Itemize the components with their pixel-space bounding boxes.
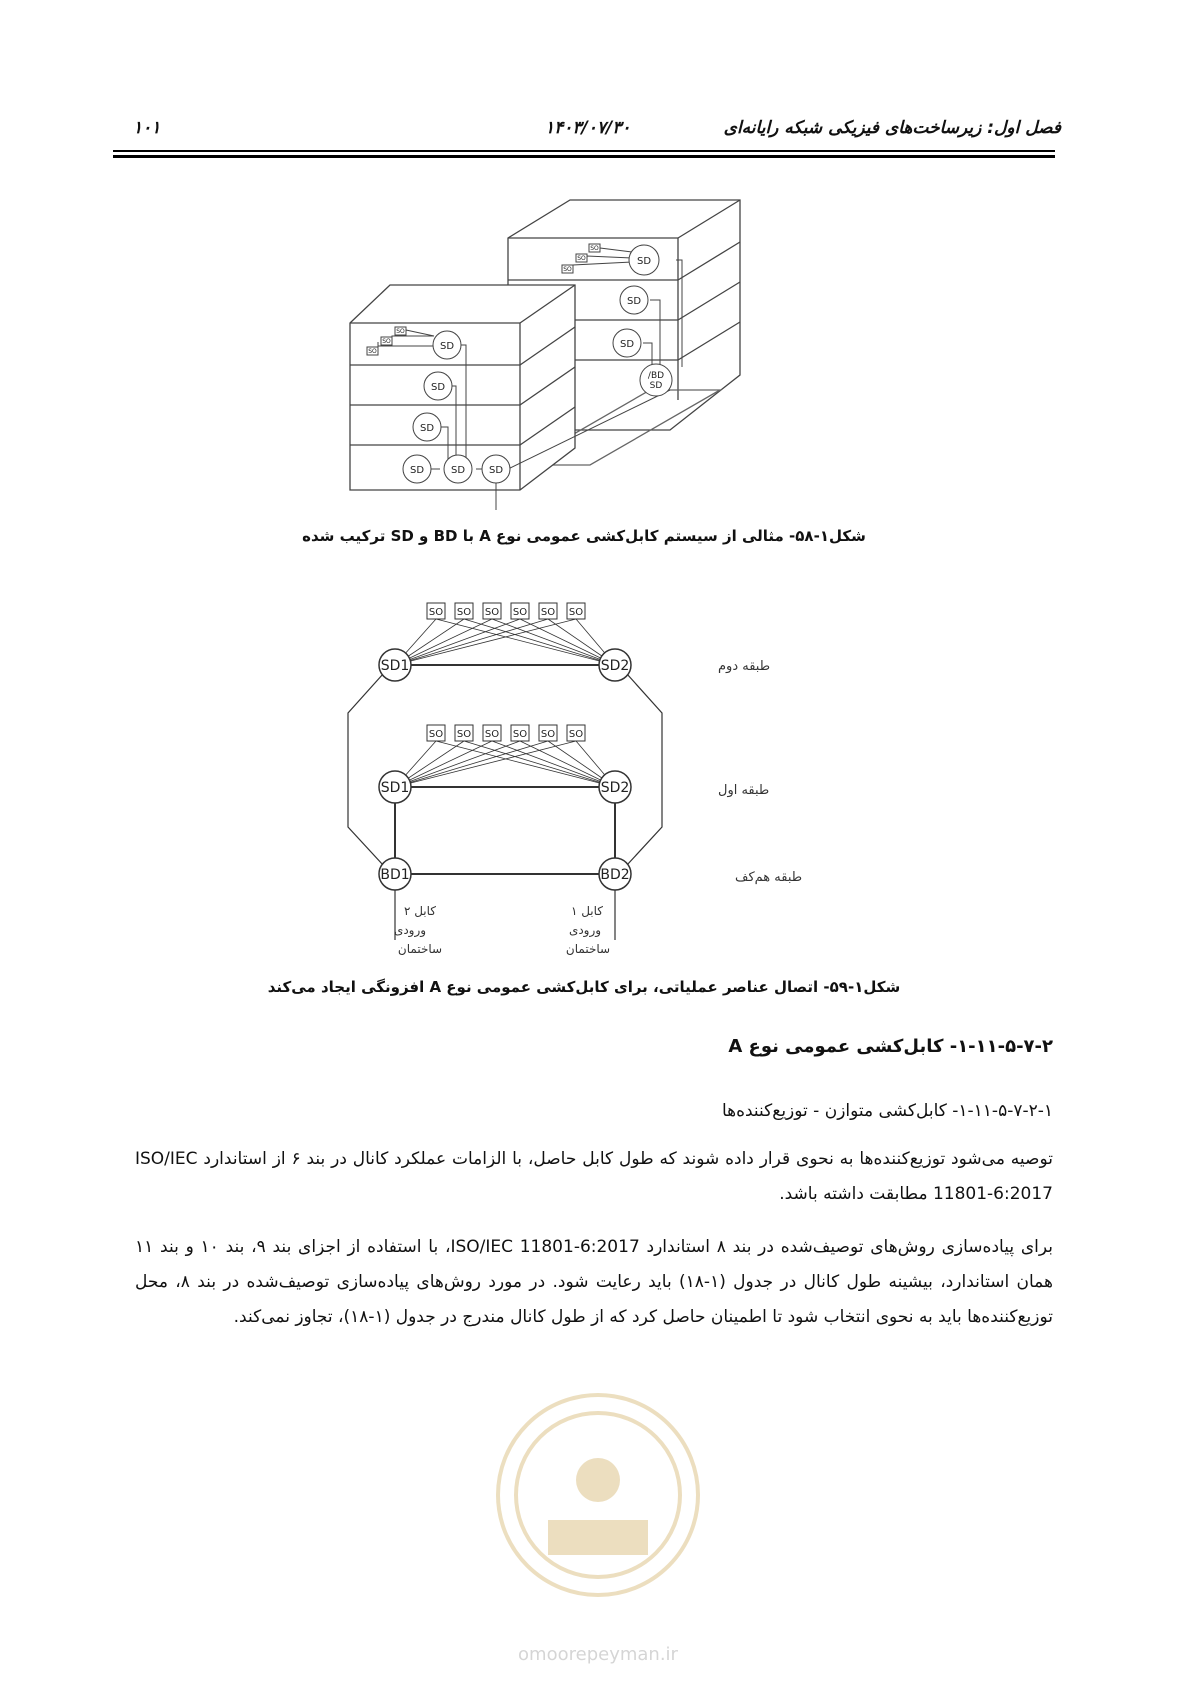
figure-59-diagram — [340, 595, 803, 965]
so-label: SO — [590, 245, 599, 252]
sd-label: SD — [430, 382, 446, 393]
cable2-line2: ورودی — [393, 923, 427, 937]
cable2-line1: کابل ۲ — [403, 904, 437, 918]
so-label: SO — [456, 607, 472, 618]
sd-label: SD — [450, 465, 466, 476]
watermark-logo — [478, 1365, 718, 1685]
so-label: SO — [484, 607, 500, 618]
so-label: SO — [568, 607, 584, 618]
sd1-floor2-label: SD1 — [380, 658, 410, 674]
so-label: SO — [382, 338, 391, 345]
sd-label: SD — [419, 423, 435, 434]
bd-sd-label-line2: SD — [649, 381, 663, 391]
so-label: SO — [568, 729, 584, 740]
paragraph-1: توصیه می‌شود توزیع‌کننده‌ها به نحوی قرار داده شوند که طول کابل حاصل، با الزامات عملکرد کانال در بند ۶ از استاندارد ISO/IEC 11801-6:2017 مطابقت داشته باشد. — [135, 1149, 1053, 1204]
bd2-label: BD2 — [600, 867, 630, 883]
page-number: ۱۰۱ — [133, 118, 161, 138]
cable1-line1: کابل ۱ — [570, 904, 604, 918]
sd-label: SD — [619, 339, 635, 350]
running-header-date: ۱۴۰۳/۰۷/۳۰ — [545, 118, 631, 138]
figure-58-diagram — [340, 190, 740, 510]
floor1-label: طبقه اول — [718, 783, 770, 798]
floor2-label: طبقه دوم — [718, 659, 771, 674]
figure-59-caption: شکل۱-۵۹- اتصال عناصر عملیاتی، برای کابل‌کشی عمومی نوع A افزونگی ایجاد می‌کند — [267, 978, 901, 996]
so-label: SO — [396, 328, 405, 335]
so-label: SO — [368, 348, 377, 355]
so-label: SO — [456, 729, 472, 740]
sd-label: SD — [439, 341, 455, 352]
header-rule-bottom — [113, 155, 1055, 158]
so-label: SO — [512, 607, 528, 618]
so-label: SO — [540, 607, 556, 618]
sd-label: SD — [409, 465, 425, 476]
so-label: SO — [540, 729, 556, 740]
sd-label: SD — [636, 256, 652, 267]
sd1-floor1-label: SD1 — [380, 780, 410, 796]
so-label: SO — [428, 729, 444, 740]
sd2-floor2-label: SD2 — [600, 658, 630, 674]
cable2-line3: ساختمان — [397, 942, 443, 956]
so-label: SO — [512, 729, 528, 740]
sd-label: SD — [626, 296, 642, 307]
running-header-title: فصل اول: زیرساخت‌های فیزیکی شبکه رایانه‌ای — [723, 118, 1061, 138]
watermark-text: omoorepeyman.ir — [518, 1644, 678, 1665]
sd-label: SD — [488, 465, 504, 476]
bd1-label: BD1 — [380, 867, 410, 883]
figure-58-caption: شکل۱-۵۸- مثالی از سیستم کابل‌کشی عمومی نوع A با BD و SD ترکیب شده — [302, 527, 866, 545]
section-heading: ۱-۱۱-۵-۷-۲- کابل‌کشی عمومی نوع A — [728, 1036, 1053, 1057]
section-subheading: ۱-۱۱-۵-۷-۲-۱- کابل‌کشی متوازن - توزیع‌کننده‌ها — [721, 1101, 1053, 1121]
bd-sd-label-line1: BD/ — [647, 371, 665, 381]
paragraph-2: برای پیاده‌سازی روش‌های توصیف‌شده در بند ۸ استاندارد ISO/IEC 11801-6:2017، با استفاده از اجزای بند ۹، بند ۱۰ و بند ۱۱ همان استاندارد، بیشینه طول کانال در جدول (۱-۱۸) باید رعایت شود. در مورد روش‌های پیاده‌سازی توصیف‌شده در بند ۸، محل توزیع‌کننده‌ها باید به نحوی انتخاب شود تا اطمینان حاصل کرد که از طول کانال مندرج در جدول (۱-۱۸)، تجاوز نمی‌کند. — [135, 1237, 1053, 1327]
header-rule-top — [113, 150, 1055, 152]
so-label: SO — [577, 255, 586, 262]
cable1-line2: ورودی — [568, 923, 602, 937]
so-label: SO — [428, 607, 444, 618]
cable1-line3: ساختمان — [565, 942, 611, 956]
so-label: SO — [563, 266, 572, 273]
ground-floor-label: طبقه هم‌کف — [735, 870, 803, 885]
sd2-floor1-label: SD2 — [600, 780, 630, 796]
so-label: SO — [484, 729, 500, 740]
